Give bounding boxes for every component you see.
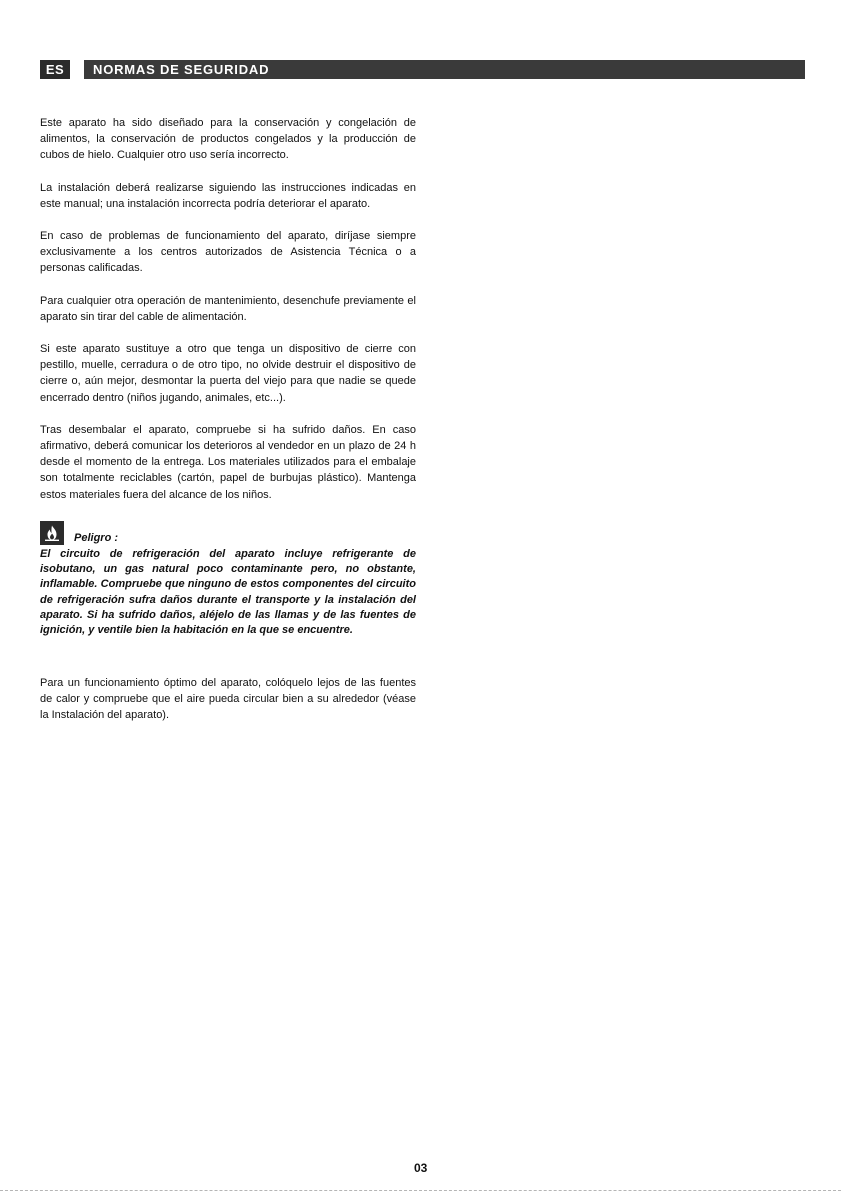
paragraph-technical-assistance: En caso de problemas de funcionamiento del aparato, diríjase siempre exclusivamente a los centros autorizados de Asistencia Técnica o a personas calificadas.: [40, 230, 416, 275]
warning-title: Peligro :: [74, 531, 119, 544]
paragraph-unpacking: Tras desembalar el aparato, compruebe si ha sufrido daños. En caso afirmativo, deberá comunicar los deterioros al vendedor en un plazo de 24 h desde el momento de la entrega. Los materiales utilizados para el embalaje son totalmente reciclables (cartón, papel de burbujas plástico). Mantenga estos materiales fuera del alcance de los niños.: [40, 423, 416, 501]
danger-warning: [40, 519, 416, 639]
paragraph-maintenance: Para cualquier otra operación de mantenimiento, desenchufe previamente el aparato sin tirar del cable de alimentación.: [40, 294, 416, 323]
paragraph-ventilation: Para un funcionamiento óptimo del aparato, colóquelo lejos de las fuentes de calor y compruebe que el aire pueda circular bien a su alrededor (véase la Instalación del aparato).: [40, 676, 416, 722]
bottom-divider: [0, 1190, 841, 1191]
language-badge: ES: [40, 60, 70, 79]
warning-header: [40, 519, 416, 545]
section-header: [40, 60, 805, 79]
safety-content: [40, 115, 416, 739]
flame-icon-graphic: [43, 524, 61, 542]
paragraph-intended-use: Este aparato ha sido diseñado para la conservación y congelación de alimentos, la conservación de productos congelados y la producción de cubos de hielo. Cualquier otro uso sería incorrecto.: [40, 117, 416, 162]
page-number: 03: [414, 1161, 428, 1175]
flame-icon: [40, 521, 64, 545]
paragraph-installation: La instalación deberá realizarse siguiendo las instrucciones indicadas en este manual; una instalación incorrecta podría deteriorar el aparato.: [40, 181, 416, 210]
warning-text: El circuito de refrigeración del aparato incluye refrigerante de isobutano, un gas natural poco contaminante pero, no obstante, inflamable. Compruebe que ninguno de estos componentes del circuito de refrigeración sufra daños durante el transporte y la instalación del aparato. Si ha sufrido daños, aléjelo de las llamas y de las fuentes de ignición, y ventile bien la habitación en la que se encuentre.: [40, 547, 416, 637]
paragraph-old-appliance: Si este aparato sustituye a otro que tenga un dispositivo de cierre con pestillo, muelle, cerradura o de otro tipo, no olvide destruir el dispositivo de cierre o, aún mejor, desmontar la puerta del viejo para que nadie se quede encerrado dentro (niños jugando, animales, etc...).: [40, 343, 416, 404]
section-title: NORMAS DE SEGURIDAD: [84, 60, 805, 79]
